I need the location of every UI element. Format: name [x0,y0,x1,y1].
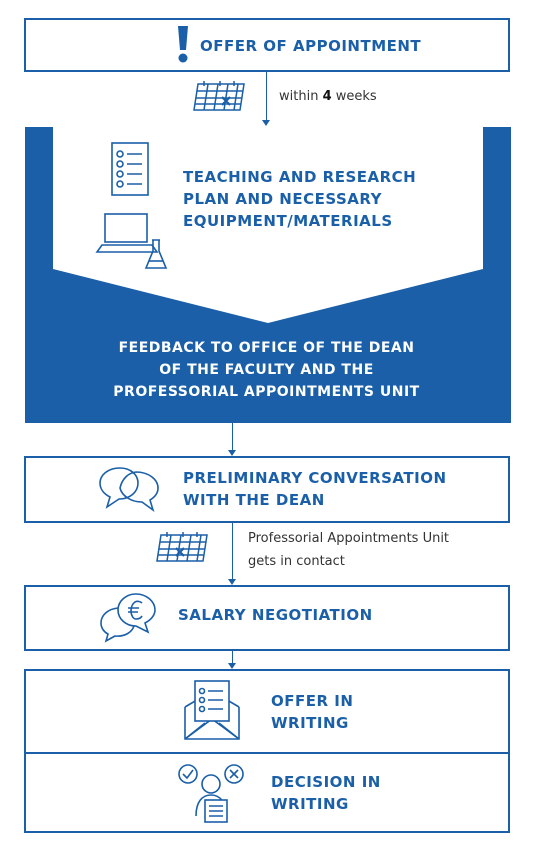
offer-writing-box [24,669,510,754]
connector-line [232,651,233,663]
envelope-letter-icon [183,677,241,741]
connector-line [232,523,233,579]
within-number: 4 [322,89,332,104]
contact-note-line2: gets in contact [248,554,345,569]
offer-of-appointment-title: OFFER OF APPOINTMENT [200,37,422,55]
connector-arrowhead [262,120,270,126]
salary-title: SALARY NEGOTIATION [178,606,373,624]
conversation-title-line2: WITH THE DEAN [183,491,325,509]
checklist-icon [111,142,149,196]
plan-title-line3: EQUIPMENT/MATERIALS [183,212,393,230]
plan-title-line2: PLAN AND NECESSARY [183,190,382,208]
feedback-title-line1: FEEDBACK TO OFFICE OF THE DEAN [118,340,415,356]
within-prefix: within [279,89,323,104]
conversation-title-line1: PRELIMINARY CONVERSATION [183,469,447,487]
within-weeks-note [279,89,377,104]
within-suffix: weeks [331,89,377,104]
connector-line [232,423,233,450]
decision-person-icon [176,762,246,824]
decision-writing-box [24,752,510,833]
preliminary-conversation-box [24,456,510,523]
contact-note-line1: Professorial Appointments Unit [248,531,450,546]
flask-icon [144,238,168,272]
speech-bubbles-icon [98,464,162,512]
calendar-icon [190,80,248,114]
decision-title-line1: DECISION IN [271,773,381,791]
feedback-title-line2: OF THE FACULTY AND THE [159,362,374,378]
feedback-title-line3: PROFESSORIAL APPOINTMENTS UNIT [113,384,420,400]
calendar-icon [153,531,211,565]
offer-writing-title-line2: WRITING [271,714,349,732]
euro-speech-icon [98,592,158,642]
plan-title-line1: TEACHING AND RESEARCH [183,168,417,186]
exclamation-icon [176,24,190,64]
connector-line [266,72,267,120]
offer-writing-title-line1: OFFER IN [271,692,354,710]
decision-title-line2: WRITING [271,795,349,813]
